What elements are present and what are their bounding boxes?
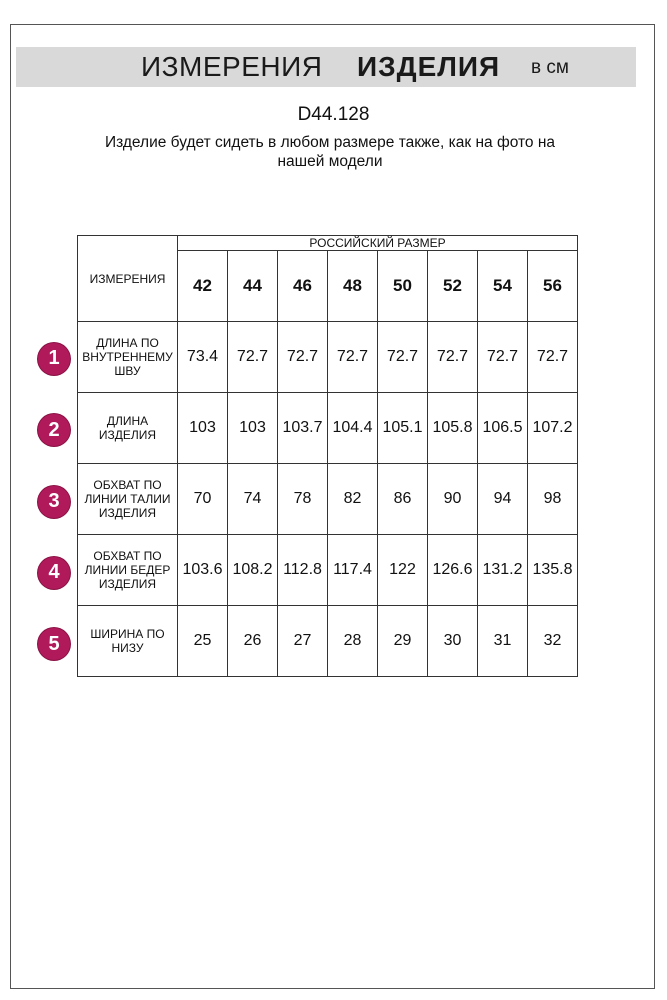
fit-note: Изделие будет сидеть в любом размере также, как на фото на нашей модели [104, 134, 556, 170]
value-cell: 72.7 [228, 322, 278, 393]
value-cell: 107.2 [528, 393, 578, 464]
row-label [78, 322, 178, 393]
row-label-line: ОБХВАТ ПО [93, 549, 162, 563]
value-cell: 72.7 [478, 322, 528, 393]
value-cell: 94 [478, 464, 528, 535]
row-label-line: ДЛИНА ПО [96, 336, 159, 350]
row-label [78, 535, 178, 606]
value-cell: 74 [228, 464, 278, 535]
size-header: 48 [328, 251, 378, 322]
value-cell: 105.1 [378, 393, 428, 464]
title-part-measurements: ИЗМЕРЕНИЯ [141, 51, 323, 82]
value-cell: 105.8 [428, 393, 478, 464]
value-cell: 72.7 [278, 322, 328, 393]
row-label-line: ИЗДЕЛИЯ [98, 506, 157, 520]
row-label-line: ШВУ [114, 364, 141, 378]
value-cell: 122 [378, 535, 428, 606]
value-cell: 135.8 [528, 535, 578, 606]
row-number-badge: 1 [38, 343, 70, 375]
table-row [78, 535, 578, 606]
value-cell: 131.2 [478, 535, 528, 606]
table-row [78, 393, 578, 464]
value-cell: 103.6 [178, 535, 228, 606]
row-number-badge: 3 [38, 486, 70, 518]
title-part-unit: в см [531, 57, 569, 78]
title-part-item: ИЗДЕЛИЯ [357, 51, 501, 82]
value-cell: 26 [228, 606, 278, 677]
row-number-badge: 4 [38, 557, 70, 589]
value-cell: 98 [528, 464, 578, 535]
size-header: 56 [528, 251, 578, 322]
row-label-line: ИЗДЕЛИЯ [98, 577, 157, 591]
size-header: 46 [278, 251, 328, 322]
value-cell: 28 [328, 606, 378, 677]
value-cell: 29 [378, 606, 428, 677]
value-cell: 25 [178, 606, 228, 677]
value-cell: 30 [428, 606, 478, 677]
row-label-line: ЛИНИИ ТАЛИИ [84, 492, 171, 506]
value-cell: 27 [278, 606, 328, 677]
value-cell: 90 [428, 464, 478, 535]
value-cell: 103 [178, 393, 228, 464]
value-cell: 72.7 [428, 322, 478, 393]
value-cell: 103 [228, 393, 278, 464]
size-group-header: РОССИЙСКИЙ РАЗМЕР [178, 236, 578, 251]
size-header: 42 [178, 251, 228, 322]
value-cell: 78 [278, 464, 328, 535]
measure-header: ИЗМЕРЕНИЯ [78, 236, 178, 322]
value-cell: 126.6 [428, 535, 478, 606]
row-number-badge: 2 [38, 414, 70, 446]
value-cell: 117.4 [328, 535, 378, 606]
value-cell: 73.4 [178, 322, 228, 393]
value-cell: 31 [478, 606, 528, 677]
value-cell: 82 [328, 464, 378, 535]
value-cell: 108.2 [228, 535, 278, 606]
value-cell: 86 [378, 464, 428, 535]
row-label-line: ИЗДЕЛИЯ [98, 428, 157, 442]
value-cell: 106.5 [478, 393, 528, 464]
table-row [78, 606, 578, 677]
row-label [78, 464, 178, 535]
row-label-line: ВНУТРЕННЕМУ [82, 350, 173, 364]
table-row [78, 322, 578, 393]
size-table [77, 235, 578, 677]
row-label-line: ДЛИНА [106, 414, 149, 428]
value-cell: 103.7 [278, 393, 328, 464]
value-cell: 72.7 [528, 322, 578, 393]
row-number-badge: 5 [38, 628, 70, 660]
size-header: 54 [478, 251, 528, 322]
row-label [78, 393, 178, 464]
value-cell: 72.7 [378, 322, 428, 393]
row-label-line: ЛИНИИ БЕДЕР [84, 563, 171, 577]
size-header: 44 [228, 251, 278, 322]
size-header: 50 [378, 251, 428, 322]
row-label-line: НИЗУ [111, 641, 144, 655]
row-label-line: ОБХВАТ ПО [93, 478, 162, 492]
title [0, 51, 667, 83]
article-number: D44.128 [297, 104, 370, 125]
size-header: 52 [428, 251, 478, 322]
row-label-line: ШИРИНА ПО [90, 627, 165, 641]
value-cell: 32 [528, 606, 578, 677]
row-label [78, 606, 178, 677]
value-cell: 70 [178, 464, 228, 535]
value-cell: 72.7 [328, 322, 378, 393]
value-cell: 104.4 [328, 393, 378, 464]
value-cell: 112.8 [278, 535, 328, 606]
table-row [78, 464, 578, 535]
